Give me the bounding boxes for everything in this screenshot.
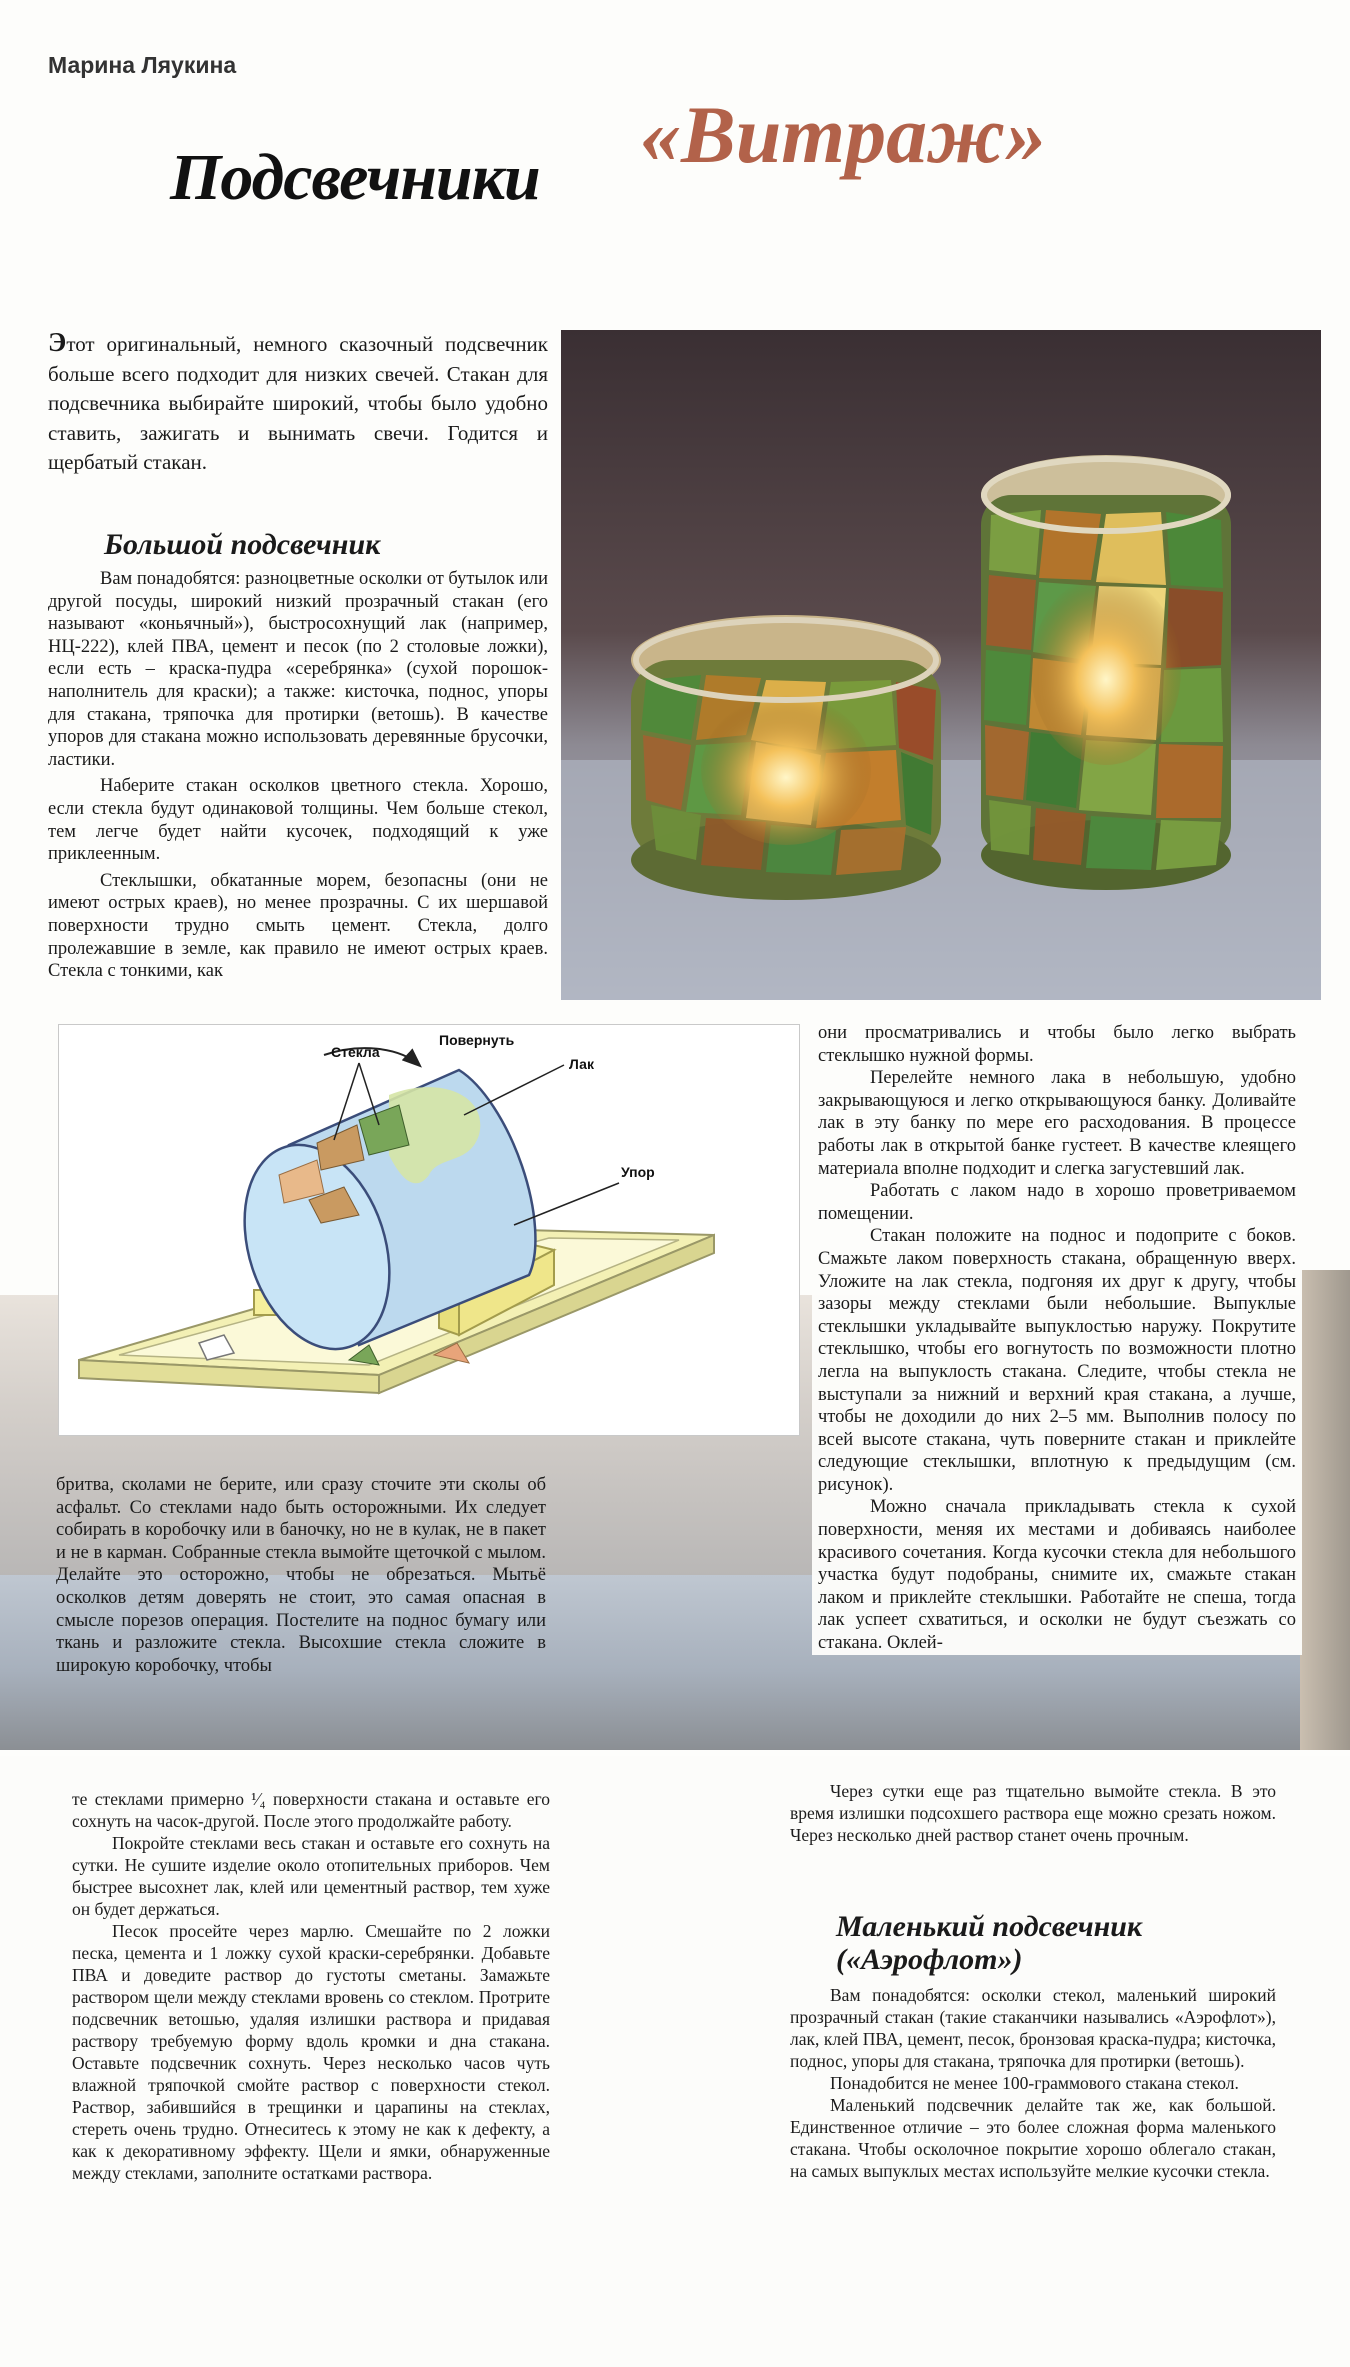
drop-cap: Э bbox=[48, 327, 67, 357]
paragraph: Через сутки еще раз тщательно вымойте стекла. В это время излишки подсохшего раствора еще можно срезать ножом. Через несколько дней раствор станет очень прочным. bbox=[790, 1781, 1276, 1845]
page-title-accent: «Витраж» bbox=[640, 89, 1047, 180]
background-band-right bbox=[1300, 1270, 1350, 1750]
paragraph: Вам понадобятся: разноцветные осколки от бутылок или другой посуды, широкий низкий прозрачный стакан (его называют «коньячный»), быстросохнущий лак (например, НЦ-222), клей ПВА, цемент и песок (по 2 столовые ложки), если есть – краска-пудра «серебрянка» (сухой порошок-наполнитель для краски); а также: кисточка, поднос, упоры для стакана, тряпочка для протирки (ветошь). В качестве упоров для стакана можно использовать деревянные брусочки, ластики. bbox=[48, 569, 549, 770]
bottom-col1 bbox=[72, 1788, 550, 2184]
bottom-col2 bbox=[790, 1780, 1276, 1846]
paragraph: Песок просейте через марлю. Смешайте по 2 ложки песка, цемента и 1 ложку сухой краски-серебрянки. Добавьте ПВА и доведите раствор до густоты сметаны. Замажьте раствором щели между стеклами вровень со стеклом. Протрите подсвечник ветошью, удаляя излишки раствора и придавая раствору требуемую форму вдоль кромки и дна стакана. Оставьте подсвечник сохнуть. Через несколько часов чуть влажной тряпочкой смойте раствор с поверхности стекол. Раствор, забившийся в трещинки и царапины на стеклах, стереть очень трудно. Отнеситесь к этому не как к дефекту, а как к декоративному эффекту. Щели и ямки, обнаруженные между стеклами, заполните остатками раствора. bbox=[72, 1921, 550, 2183]
paragraph: Покройте стеклами весь стакан и оставьте его сохнуть на сутки. Не сушите изделие около отопительных приборов. Чем быстрее высохнет лак, клей или цементный раствор, тем хуже он будет держаться. bbox=[72, 1833, 550, 1919]
diagram-drawing bbox=[59, 1025, 799, 1435]
paragraph: Работать с лаком надо в хорошо проветриваемом помещении. bbox=[818, 1181, 1296, 1224]
paragraph: Маленький подсвечник делайте так же, как большой. Единственное отличие – это более сложная форма маленького стакана. Чтобы осколочное покрытие хорошо облегало стакан, на самых выпуклых местах используйте мелкие кусочки стекла. bbox=[790, 2095, 1276, 2181]
paragraph: Вам понадобятся: осколки стекол, маленький широкий прозрачный стакан (такие стаканчики назывались «Аэрофлот»), лак, клей ПВА, цемент, песок, бронзовая краска-пудра; кисточка, поднос, упоры для стакана, тряпочка для протирки (ветошь). bbox=[790, 1985, 1276, 2071]
assembly-diagram bbox=[58, 1024, 800, 1436]
paragraph: Понадобится не менее 100-граммового стакана стекол. bbox=[830, 2073, 1239, 2093]
paragraph: Стеклышки, обкатанные морем, безопасны (они не имеют острых краев), но менее прозрачны. С их шершавой поверхности трудно смыть цемент. Стекла, долго пролежавшие в земле, как правило не имеют острых краев. Стекла с тонкими, как bbox=[48, 870, 548, 982]
section-heading-big: Большой подсвечник bbox=[104, 528, 381, 561]
label-stop: Упор bbox=[621, 1164, 655, 1180]
paragraph: Перелейте немного лака в небольшую, удобно закрывающуюся и легко открывающуюся банку. Доливайте лак в эту банку по мере его расходования. В процессе работы лак в открытой банке густеет. В качестве клеящего материала вполне подходит и слегка загустевший лак. bbox=[818, 1068, 1296, 1179]
label-lacquer: Лак bbox=[569, 1056, 594, 1072]
big-section-col1-continued bbox=[48, 1474, 554, 1677]
paragraph: Наберите стакан осколков цветного стекла. Хорошо, если стекла будут одинаковой толщины. Чем больше стекол, тем легче будет найти кусочек, подходящий к уже приклеенным. bbox=[48, 776, 548, 865]
paragraph: Стакан положите на поднос и подоприте с боков. Смажьте лаком поверхность стакана, обращенную вверх. Уложите на лак стекла, подгоняя их друг к другу, чтобы зазоры между стеклами были небольшие. Выпуклые стеклышки укладывайте выпуклостью наружу. Покрутите стеклышко, чтобы его вогнутость по возможности плотно легла на выпуклость стакана. Следите, чтобы стекла не выступали за нижний и верхний края стакана, а лучше, чтобы не доходили до них 2–5 мм. Выполнив полосу по всей высоте стакана, чуть поверните стакан и приклейте следующие стеклышки, вплотную к предыдущим (см. рисунок). bbox=[818, 1226, 1296, 1495]
section-heading-small: Маленький подсвечник («Аэрофлот») bbox=[836, 1910, 1143, 1976]
intro-text: тот оригинальный, немного сказочный подсвечник больше всего подходит для низких свечей. Стакан для подсвечника выбирайте широкий, чтобы было удобно ставить, зажигать и вынимать свечи. Годится и щербатый стакан. bbox=[48, 332, 548, 474]
large-candle-holder bbox=[981, 455, 1231, 890]
label-glass: Стекла bbox=[331, 1044, 380, 1060]
big-section-col2 bbox=[812, 1022, 1302, 1655]
paragraph: Можно сначала прикладывать стекла к сухой поверхности, меняя их местами и добиваясь наиболее красивого сочетания. Когда кусочки стекла для небольшого участка будут подобраны, снимите их, смажьте стакан лаком и приклейте стеклышки. Работайте не спеша, тогда лак успеет схватиться, и осколки не будут съезжать со стакана. Оклей- bbox=[818, 1497, 1296, 1654]
page-title: Подсвечники bbox=[170, 141, 540, 214]
small-section-heading-block bbox=[836, 1910, 1276, 1976]
paragraph: бритва, сколами не берите, или сразу сточите эти сколы об асфальт. Со стеклами надо быть осторожными. Их следует собирать в коробочку или в баночку, но не в кулак, не в пакет и не в карман. Собранные стекла вымойте щеточкой с мылом. Делайте это осторожно, чтобы не обрезаться. Мытьё осколков детям доверять не стоит, это самая опасная в смысле порезов операция. Постелите на поднос бумагу или ткань и разложите стекла. Высохшие стекла сложите в широкую коробочку, чтобы bbox=[56, 1475, 546, 1676]
intro-paragraph bbox=[48, 328, 548, 478]
candle-holders-photo bbox=[561, 330, 1321, 1000]
small-section-text bbox=[790, 1984, 1276, 2182]
paragraph: они просматривались и чтобы было легко выбрать стеклышко нужной формы. bbox=[818, 1023, 1296, 1066]
paragraph: те стеклами примерно ¹⁄₄ поверхности стакана и оставьте его сохнуть на часок-другой. После этого продолжайте работу. bbox=[72, 1789, 550, 1831]
author-name: Марина Ляукина bbox=[48, 52, 237, 78]
big-section-col1 bbox=[48, 528, 548, 983]
small-candle-holder bbox=[631, 615, 941, 900]
label-turn: Повернуть bbox=[439, 1032, 515, 1048]
